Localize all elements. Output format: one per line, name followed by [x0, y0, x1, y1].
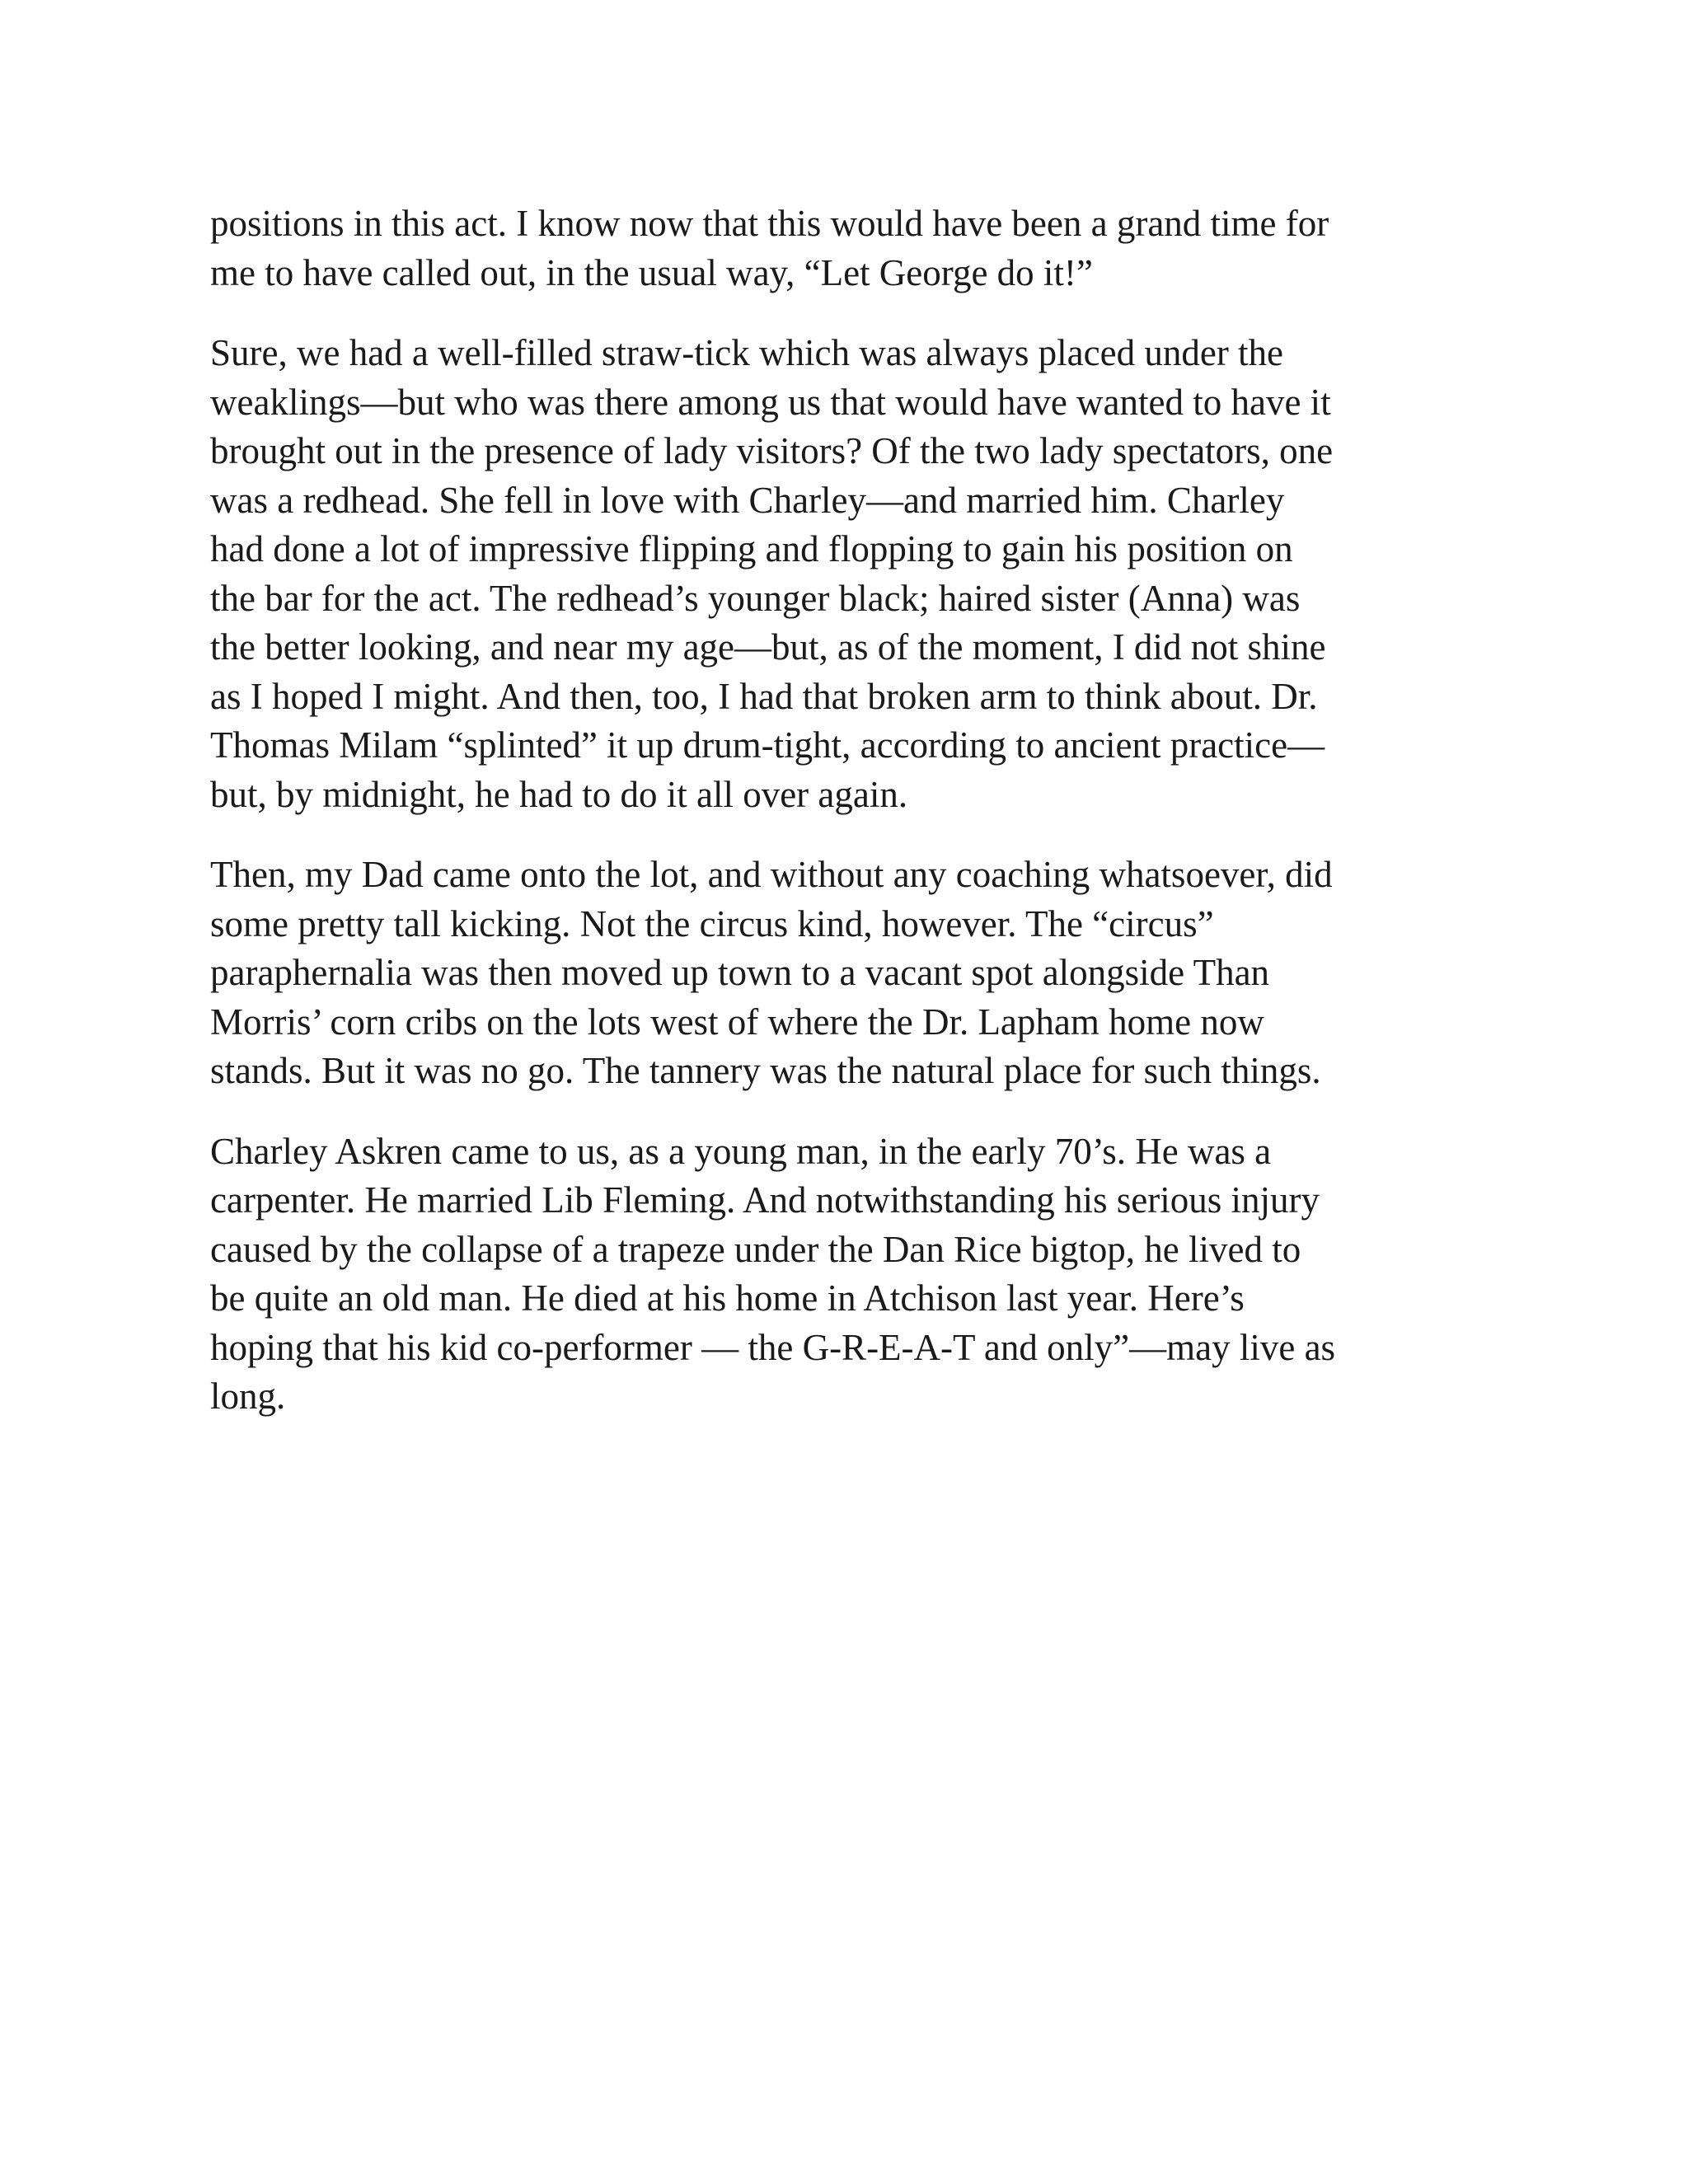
paragraph-1 — [210, 199, 1475, 298]
paragraph-3 — [210, 851, 1475, 1096]
text-line: some pretty tall kicking. Not the circus kind, however. The “circus” — [210, 902, 1214, 944]
paragraph-2 — [210, 329, 1475, 819]
text-line: brought out in the presence of lady visitors? Of the two lady spectators, one — [210, 430, 1334, 471]
text-line: stands. But it was no go. The tannery was the natural place for such things. — [210, 1050, 1321, 1091]
text-line: the better looking, and near my age—but, as of the moment, I did not shine — [210, 626, 1326, 668]
text-line: but, by midnight, he had to do it all over again. — [210, 773, 908, 815]
text-line: caused by the collapse of a trapeze under the Dan Rice bigtop, he lived to — [210, 1228, 1301, 1270]
text-line: Then, my Dad came onto the lot, and without any coaching whatsoever, did — [210, 854, 1333, 895]
text-line: paraphernalia was then moved up town to a vacant spot alongside Than — [210, 952, 1270, 993]
text-line: as I hoped I might. And then, too, I had that broken arm to think about. Dr. — [210, 675, 1318, 717]
body-text — [210, 199, 1475, 1453]
paragraph-4 — [210, 1127, 1475, 1422]
text-line: me to have called out, in the usual way, “Let George do it!” — [210, 251, 1093, 293]
text-line: carpenter. He married Lib Fleming. And notwithstanding his serious injury — [210, 1179, 1320, 1221]
text-line: Thomas Milam “splinted” it up drum-tight, according to ancient practice— — [210, 724, 1325, 766]
text-line: hoping that his kid co-performer — the G-R-E-A-T and only”—may live as — [210, 1326, 1336, 1368]
text-line: Charley Askren came to us, as a young man, in the early 70’s. He was a — [210, 1130, 1272, 1172]
text-line: positions in this act. I know now that this would have been a grand time for — [210, 203, 1329, 244]
text-line: weaklings—but who was there among us that would have wanted to have it — [210, 381, 1331, 423]
text-line: be quite an old man. He died at his home in Atchison last year. Here’s — [210, 1277, 1245, 1319]
text-line: long. — [210, 1376, 286, 1417]
text-line: Morris’ corn cribs on the lots west of where the Dr. Lapham home now — [210, 1001, 1264, 1043]
text-line: Sure, we had a well-filled straw-tick which was always placed under the — [210, 332, 1284, 373]
text-line: had done a lot of impressive flipping and flopping to gain his position on — [210, 528, 1293, 569]
text-line: was a redhead. She fell in love with Charley—and married him. Charley — [210, 479, 1285, 521]
text-line: the bar for the act. The redhead’s younger black; haired sister (Anna) was — [210, 577, 1301, 619]
